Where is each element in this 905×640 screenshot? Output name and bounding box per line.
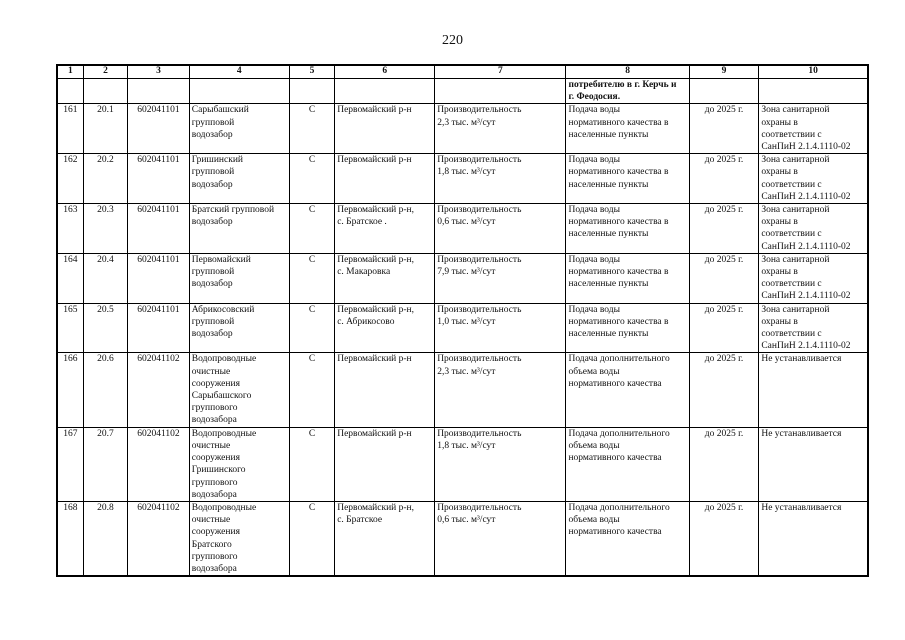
deadline: до 2025 г. — [689, 427, 759, 501]
row-number: 165 — [57, 303, 83, 353]
location: Первомайский р-н — [335, 353, 435, 427]
facility-name: Гришинский групповой водозабор — [189, 154, 289, 204]
purpose: Подача воды нормативного качества в населенные пункты — [566, 204, 689, 254]
table-row — [57, 104, 868, 154]
purpose: Подача воды нормативного качества в населенные пункты — [566, 303, 689, 353]
table-cell — [128, 79, 190, 104]
facility-name: Братский групповой водозабор — [189, 204, 289, 254]
zone: Не устанавливается — [759, 427, 868, 501]
location: Первомайский р-н, с. Братское . — [335, 204, 435, 254]
status: С — [289, 427, 334, 501]
deadline: до 2025 г. — [689, 204, 759, 254]
page-number: 220 — [442, 33, 463, 48]
capacity: Производительность 2,3 тыс. м³/сут — [435, 104, 566, 154]
facility-name: Водопроводные очистные сооружения Гришинского группового водозабора — [189, 427, 289, 501]
table-row — [57, 253, 868, 303]
continuation-row — [57, 79, 868, 104]
table-cell — [189, 79, 289, 104]
facility-name: Водопроводные очистные сооружения Братского группового водозабора — [189, 501, 289, 576]
status: С — [289, 501, 334, 576]
table-row — [57, 154, 868, 204]
purpose: Подача дополнительного объема воды нормативного качества — [566, 427, 689, 501]
classifier-code: 602041102 — [128, 353, 190, 427]
purpose: Подача воды нормативного качества в населенные пункты — [566, 253, 689, 303]
row-number: 163 — [57, 204, 83, 254]
column-header: 6 — [335, 65, 435, 79]
capacity: Производительность 0,6 тыс. м³/сут — [435, 501, 566, 576]
column-header: 8 — [566, 65, 689, 79]
row-number: 161 — [57, 104, 83, 154]
purpose: Подача воды нормативного качества в населенные пункты — [566, 154, 689, 204]
facility-name: Первомайский групповой водозабор — [189, 253, 289, 303]
classifier-code: 602041102 — [128, 427, 190, 501]
zone: Зона санитарной охраны в соответствии с СанПиН 2.1.4.1110-02 — [759, 204, 868, 254]
deadline: до 2025 г. — [689, 154, 759, 204]
facility-name: Водопроводные очистные сооружения Сарыбашского группового водозабора — [189, 353, 289, 427]
column-header: 5 — [289, 65, 334, 79]
capacity: Производительность 1,8 тыс. м³/сут — [435, 154, 566, 204]
zone: Зона санитарной охраны в соответствии с СанПиН 2.1.4.1110-02 — [759, 104, 868, 154]
item-code: 20.8 — [83, 501, 127, 576]
location: Первомайский р-н — [335, 154, 435, 204]
column-number-row — [57, 65, 868, 79]
column-header: 1 — [57, 65, 83, 79]
item-code: 20.3 — [83, 204, 127, 254]
status: С — [289, 303, 334, 353]
status: С — [289, 353, 334, 427]
row-number: 166 — [57, 353, 83, 427]
facility-name: Сарыбашский групповой водозабор — [189, 104, 289, 154]
item-code: 20.1 — [83, 104, 127, 154]
row-number: 164 — [57, 253, 83, 303]
table-cell — [335, 79, 435, 104]
item-code: 20.2 — [83, 154, 127, 204]
capacity: Производительность 2,3 тыс. м³/сут — [435, 353, 566, 427]
capacity: Производительность 1,0 тыс. м³/сут — [435, 303, 566, 353]
status: С — [289, 154, 334, 204]
classifier-code: 602041102 — [128, 501, 190, 576]
classifier-code: 602041101 — [128, 253, 190, 303]
item-code: 20.7 — [83, 427, 127, 501]
capacity: Производительность 0,6 тыс. м³/сут — [435, 204, 566, 254]
deadline: до 2025 г. — [689, 303, 759, 353]
table-cell — [57, 79, 83, 104]
row-number: 162 — [57, 154, 83, 204]
location: Первомайский р-н — [335, 104, 435, 154]
purpose: Подача дополнительного объема воды нормативного качества — [566, 501, 689, 576]
zone: Не устанавливается — [759, 501, 868, 576]
facilities-table — [56, 64, 869, 577]
deadline: до 2025 г. — [689, 253, 759, 303]
classifier-code: 602041101 — [128, 154, 190, 204]
item-code: 20.6 — [83, 353, 127, 427]
table-cell — [689, 79, 759, 104]
deadline: до 2025 г. — [689, 501, 759, 576]
deadline: до 2025 г. — [689, 104, 759, 154]
status: С — [289, 104, 334, 154]
column-header: 4 — [189, 65, 289, 79]
zone: Зона санитарной охраны в соответствии с СанПиН 2.1.4.1110-02 — [759, 253, 868, 303]
table-cell — [83, 79, 127, 104]
zone: Не устанавливается — [759, 353, 868, 427]
column-header: 3 — [128, 65, 190, 79]
classifier-code: 602041101 — [128, 303, 190, 353]
table-cell — [289, 79, 334, 104]
column-header: 2 — [83, 65, 127, 79]
column-header: 10 — [759, 65, 868, 79]
column-header: 9 — [689, 65, 759, 79]
table-row — [57, 501, 868, 576]
facility-name: Абрикосовский групповой водозабор — [189, 303, 289, 353]
row-number: 168 — [57, 501, 83, 576]
row-number: 167 — [57, 427, 83, 501]
status: С — [289, 204, 334, 254]
table-row — [57, 353, 868, 427]
location: Первомайский р-н, с. Макаровка — [335, 253, 435, 303]
table-row — [57, 427, 868, 501]
purpose: Подача дополнительного объема воды нормативного качества — [566, 353, 689, 427]
table-cell — [435, 79, 566, 104]
table-cell — [759, 79, 868, 104]
purpose: Подача воды нормативного качества в населенные пункты — [566, 104, 689, 154]
capacity: Производительность 7,9 тыс. м³/сут — [435, 253, 566, 303]
item-code: 20.4 — [83, 253, 127, 303]
table-cell: потребителю в г. Керчь и г. Феодосия. — [566, 79, 689, 104]
classifier-code: 602041101 — [128, 104, 190, 154]
location: Первомайский р-н, с. Братское — [335, 501, 435, 576]
deadline: до 2025 г. — [689, 353, 759, 427]
zone: Зона санитарной охраны в соответствии с СанПиН 2.1.4.1110-02 — [759, 154, 868, 204]
capacity: Производительность 1,8 тыс. м³/сут — [435, 427, 566, 501]
classifier-code: 602041101 — [128, 204, 190, 254]
zone: Зона санитарной охраны в соответствии с СанПиН 2.1.4.1110-02 — [759, 303, 868, 353]
status: С — [289, 253, 334, 303]
column-header: 7 — [435, 65, 566, 79]
location: Первомайский р-н — [335, 427, 435, 501]
table-row — [57, 303, 868, 353]
location: Первомайский р-н, с. Абрикосово — [335, 303, 435, 353]
table-row — [57, 204, 868, 254]
item-code: 20.5 — [83, 303, 127, 353]
